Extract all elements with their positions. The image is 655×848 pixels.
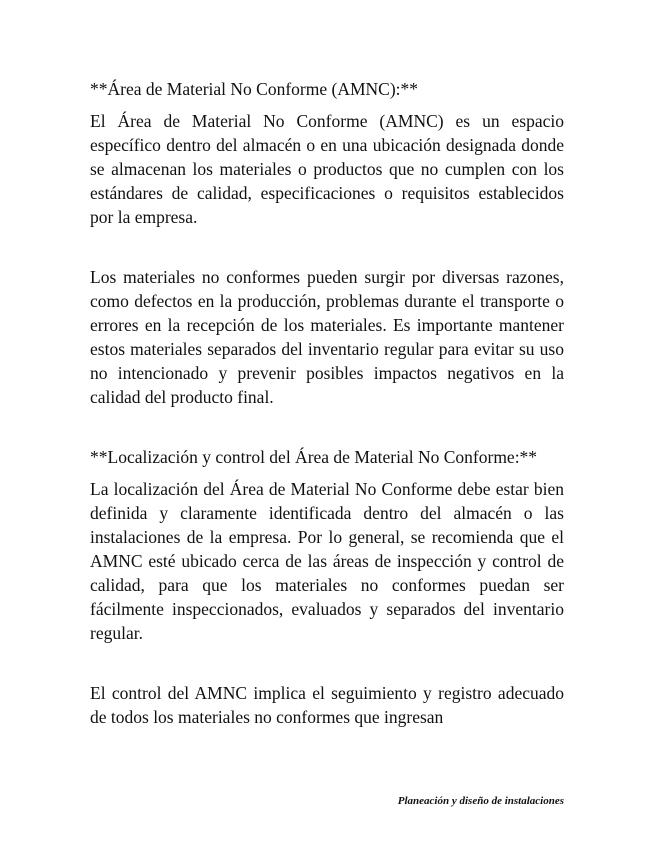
- paragraph-control: El control del AMNC implica el seguimiento y registro adecuado de todos los materiales no conformes que ingresan: [90, 683, 564, 727]
- paragraph-definition: El Área de Material No Conforme (AMNC) es un espacio específico dentro del almacén o en una ubicación designada donde se almacenan los materiales o productos que no cumplen con los estándares de calidad, especificaciones o requisitos establecidos por la empresa.: [90, 111, 564, 227]
- section-heading-amnc: **Área de Material No Conforme (AMNC):**: [90, 79, 419, 99]
- paragraph-spacer: [90, 409, 564, 445]
- paragraph-location: La localización del Área de Material No Conforme debe estar bien definida y claramente identificada dentro del almacén o las instalaciones de la empresa. Por lo general, se recomienda que el AMNC esté ubicado cerca de las áreas de inspección y control de calidad, para que los materiales no conformes puedan ser fácilmente inspeccionados, evaluados y separados del inventario regular.: [90, 479, 564, 643]
- paragraph-causes: Los materiales no conformes pueden surgir por diversas razones, como defectos en la producción, problemas durante el transporte o errores en la recepción de los materiales. Es importante mantener estos materiales separados del inventario regular para evitar su uso no intencionado y prevenir posibles impactos negativos en la calidad del producto final.: [90, 267, 564, 407]
- section-heading-location: **Localización y control del Área de Material No Conforme:**: [90, 447, 538, 467]
- paragraph-spacer: [90, 229, 564, 265]
- paragraph-spacer: [90, 645, 564, 681]
- page-footer: Planeación y diseño de instalaciones: [397, 795, 564, 807]
- document-body: [90, 77, 564, 729]
